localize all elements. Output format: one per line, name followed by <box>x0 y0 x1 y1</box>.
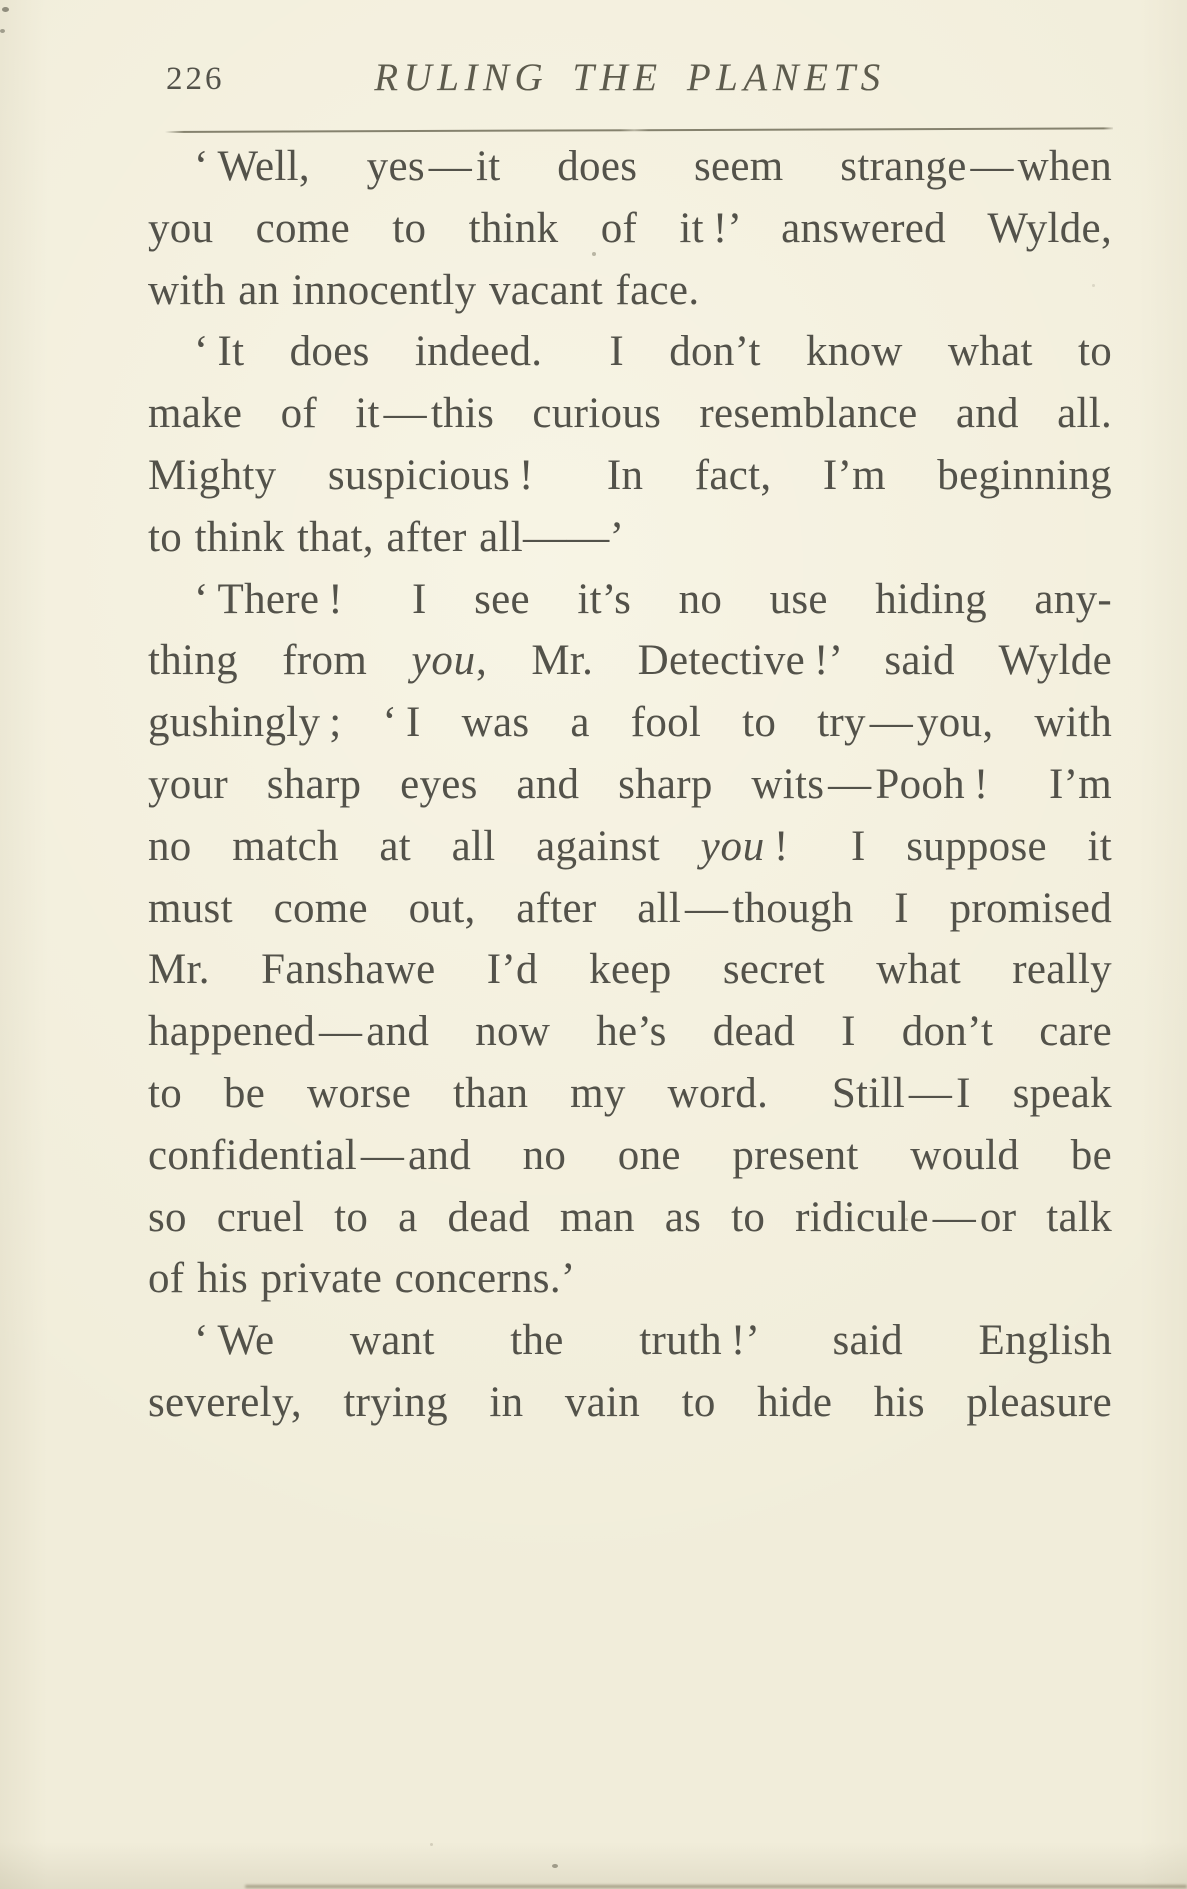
text-segment: make of it — this curious resemblance and all. <box>148 390 1112 438</box>
text-segment: so cruel to a dead man as to ridicule — or talk <box>148 1193 1112 1241</box>
italic-text: you <box>411 637 476 685</box>
text-line <box>148 1310 1112 1372</box>
text-line <box>148 1248 1112 1310</box>
text-segment: to be worse than my word. Still — I speak <box>148 1069 1112 1117</box>
text-segment: gushingly ; ‘ I was a fool to try — you, with <box>148 699 1112 747</box>
text-segment: ! I suppose it <box>765 822 1112 870</box>
text-line <box>148 507 1112 569</box>
text-line <box>148 816 1112 878</box>
running-title: RULING THE PLANETS <box>374 56 886 99</box>
paper-speck <box>430 1843 433 1846</box>
paper-speck <box>1092 284 1095 287</box>
paper-speck <box>0 29 5 33</box>
text-line <box>148 1372 1112 1434</box>
text-segment: thing from <box>148 637 412 685</box>
text-line <box>148 198 1112 260</box>
text-line <box>148 1063 1112 1125</box>
text-segment: , Mr. Detective !’ said Wylde <box>475 637 1112 685</box>
text-segment: ‘ It does indeed. I don’t know what to <box>194 328 1112 376</box>
text-line <box>148 445 1112 507</box>
italic-text: you <box>700 822 766 870</box>
text-segment: to think that, after all——’ <box>148 513 625 561</box>
text-line <box>148 136 1112 198</box>
text-line <box>148 939 1112 1001</box>
text-segment: with an innocently vacant face. <box>148 266 700 314</box>
text-segment: Mighty suspicious ! In fact, I’m beginning <box>148 451 1112 499</box>
paper-speck <box>592 252 596 256</box>
page-header <box>148 50 1112 98</box>
text-segment: of his private concerns.’ <box>148 1255 576 1303</box>
paper-speck <box>905 1218 908 1221</box>
paper-speck <box>552 1864 558 1868</box>
text-segment: ‘ There ! I see it’s no use hiding any- <box>194 575 1112 623</box>
text-line <box>148 878 1112 940</box>
text-line <box>148 1125 1112 1187</box>
text-line <box>148 754 1112 816</box>
text-segment: severely, trying in vain to hide his pleasure <box>148 1378 1112 1426</box>
text-segment: ‘ Well, yes — it does seem strange — when <box>194 143 1112 190</box>
page-number: 226 <box>166 61 225 97</box>
text-line <box>148 1001 1112 1063</box>
text-line <box>148 260 1112 322</box>
text-line <box>148 321 1112 383</box>
page-edge-shadow <box>245 1885 1187 1888</box>
text-segment: you come to think of it !’ answered Wylde, <box>148 204 1112 252</box>
text-segment: Mr. Fanshawe I’d keep secret what really <box>148 946 1112 994</box>
text-line <box>148 692 1112 754</box>
header-rule <box>165 127 1113 133</box>
text-segment: your sharp eyes and sharp wits — Pooh ! I’m <box>148 760 1112 808</box>
text-segment: ‘ We want the truth !’ said English <box>194 1317 1112 1365</box>
paper-speck <box>2 7 9 12</box>
text-line <box>148 569 1112 631</box>
text-line <box>148 1187 1112 1249</box>
text-segment: confidential — and no one present would be <box>148 1131 1112 1179</box>
text-line <box>148 383 1112 445</box>
text-segment: must come out, after all — though I promised <box>148 884 1112 932</box>
text-segment: happened — and now he’s dead I don’t care <box>148 1008 1112 1056</box>
text-line <box>148 630 1112 692</box>
text-segment: no match at all against <box>148 822 701 870</box>
body-text <box>148 136 1112 1434</box>
